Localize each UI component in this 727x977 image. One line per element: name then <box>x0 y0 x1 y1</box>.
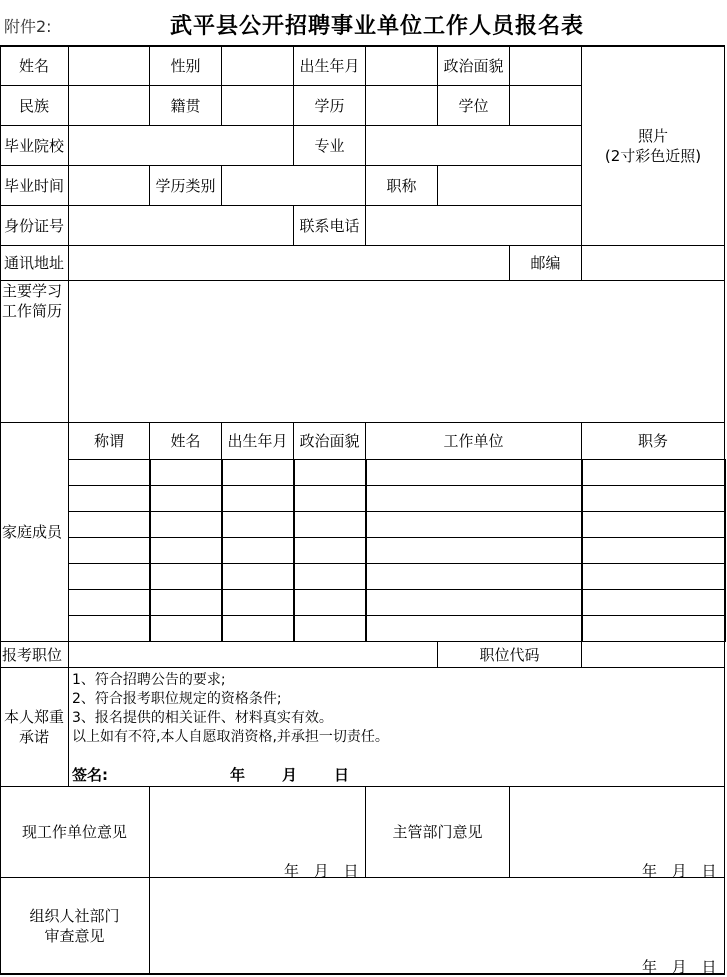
family-cell[interactable] <box>581 537 726 564</box>
name-label: 姓名 <box>0 45 69 86</box>
hr-label-line2: 审查意见 <box>44 926 105 945</box>
family-cell[interactable] <box>68 459 151 486</box>
hr-opinion[interactable] <box>149 877 725 974</box>
ethnicity-field[interactable] <box>68 85 150 126</box>
education-label: 学历 <box>293 85 366 126</box>
phone-field[interactable] <box>365 205 582 246</box>
sign-month: 月 <box>282 766 298 784</box>
family-cell[interactable] <box>581 511 726 538</box>
family-cell[interactable] <box>581 485 726 512</box>
native-place-label: 籍贯 <box>149 85 222 126</box>
family-cell[interactable] <box>293 563 367 590</box>
photo-label: 照片 <box>637 126 668 145</box>
address-field[interactable] <box>68 245 510 281</box>
family-label: 家庭成员 <box>0 422 69 642</box>
family-cell[interactable] <box>68 615 151 642</box>
family-cell[interactable] <box>293 589 367 616</box>
major-label: 专业 <box>293 125 366 166</box>
promise-line-2: 2、符合报考职位规定的资格条件; <box>72 691 282 707</box>
attachment-label: 附件2: <box>4 17 52 36</box>
promise-text <box>72 671 389 747</box>
family-cell[interactable] <box>221 459 295 486</box>
name-field[interactable] <box>68 45 150 86</box>
family-cell[interactable] <box>68 589 151 616</box>
family-cell[interactable] <box>365 537 583 564</box>
postcode-field[interactable] <box>581 245 725 281</box>
major-field[interactable] <box>365 125 582 166</box>
family-cell[interactable] <box>149 563 223 590</box>
title-rank-label: 职称 <box>365 165 438 206</box>
family-cell[interactable] <box>581 459 726 486</box>
resume-label <box>0 280 69 423</box>
family-cell[interactable] <box>365 511 583 538</box>
family-col-political: 政治面貌 <box>293 422 366 460</box>
family-cell[interactable] <box>365 485 583 512</box>
hr-label-line1: 组织人社部门 <box>29 906 120 925</box>
photo-box[interactable] <box>581 45 725 246</box>
phone-label: 联系电话 <box>293 205 366 246</box>
family-cell[interactable] <box>221 615 295 642</box>
hr-label <box>0 877 150 974</box>
family-cell[interactable] <box>149 589 223 616</box>
gender-label: 性别 <box>149 45 222 86</box>
family-cell[interactable] <box>581 615 726 642</box>
family-cell[interactable] <box>293 485 367 512</box>
family-cell[interactable] <box>581 563 726 590</box>
signature-line <box>72 764 349 785</box>
promise-label <box>0 667 69 787</box>
political-label: 政治面貌 <box>437 45 510 86</box>
current-unit-label: 现工作单位意见 <box>0 786 150 878</box>
family-col-name: 姓名 <box>149 422 222 460</box>
hr-date: 年 月 日 <box>642 958 717 976</box>
school-field[interactable] <box>68 125 294 166</box>
postcode-label: 邮编 <box>509 245 582 281</box>
resume-field[interactable] <box>68 280 725 423</box>
grad-time-label: 毕业时间 <box>0 165 69 206</box>
address-label: 通讯地址 <box>0 245 69 281</box>
edu-type-label: 学历类别 <box>149 165 222 206</box>
position-code-label: 职位代码 <box>437 641 582 668</box>
position-label: 报考职位 <box>0 641 69 668</box>
family-cell[interactable] <box>293 537 367 564</box>
family-cell[interactable] <box>68 563 151 590</box>
family-cell[interactable] <box>149 511 223 538</box>
family-cell[interactable] <box>149 537 223 564</box>
signature-label: 签名: <box>72 766 108 784</box>
family-cell[interactable] <box>221 537 295 564</box>
birth-field[interactable] <box>365 45 438 86</box>
family-cell[interactable] <box>221 589 295 616</box>
family-col-workplace: 工作单位 <box>365 422 582 460</box>
family-cell[interactable] <box>293 459 367 486</box>
family-cell[interactable] <box>365 615 583 642</box>
education-field[interactable] <box>365 85 438 126</box>
family-cell[interactable] <box>149 485 223 512</box>
form-title: 武平县公开招聘事业单位工作人员报名表 <box>170 13 585 39</box>
promise-line-1: 1、符合招聘公告的要求; <box>72 672 226 688</box>
family-cell[interactable] <box>365 459 583 486</box>
position-field[interactable] <box>68 641 438 668</box>
family-cell[interactable] <box>293 511 367 538</box>
political-field[interactable] <box>509 45 582 86</box>
family-cell[interactable] <box>68 485 151 512</box>
resume-label-line2: 工作简历 <box>2 302 63 320</box>
promise-line-4: 以上如有不符,本人自愿取消资格,并承担一切责任。 <box>72 729 389 745</box>
supervisor-label: 主管部门意见 <box>365 786 510 878</box>
family-col-relation: 称谓 <box>68 422 150 460</box>
ethnicity-label: 民族 <box>0 85 69 126</box>
grad-time-field[interactable] <box>68 165 150 206</box>
family-cell[interactable] <box>221 563 295 590</box>
family-cell[interactable] <box>68 511 151 538</box>
school-label: 毕业院校 <box>0 125 69 166</box>
birth-label: 出生年月 <box>293 45 366 86</box>
promise-label-line2: 承诺 <box>18 728 49 746</box>
id-number-label: 身份证号 <box>0 205 69 246</box>
family-cell[interactable] <box>149 459 223 486</box>
family-cell[interactable] <box>365 563 583 590</box>
position-code-field[interactable] <box>581 641 725 668</box>
title-rank-field[interactable] <box>437 165 582 206</box>
family-cell[interactable] <box>365 589 583 616</box>
family-cell[interactable] <box>581 589 726 616</box>
family-cell[interactable] <box>149 615 223 642</box>
sign-day: 日 <box>334 766 350 784</box>
photo-hint: (2寸彩色近照) <box>604 146 702 165</box>
form-header <box>0 0 727 46</box>
resume-label-line1: 主要学习 <box>2 282 63 300</box>
degree-label: 学位 <box>437 85 510 126</box>
current-unit-date: 年 月 日 <box>284 862 359 880</box>
family-cell[interactable] <box>221 511 295 538</box>
family-cell[interactable] <box>68 537 151 564</box>
family-col-birth: 出生年月 <box>221 422 294 460</box>
edu-type-field[interactable] <box>221 165 366 206</box>
degree-field[interactable] <box>509 85 582 126</box>
family-cell[interactable] <box>293 615 367 642</box>
family-cell[interactable] <box>221 485 295 512</box>
promise-label-line1: 本人郑重 <box>3 708 64 726</box>
supervisor-date: 年 月 日 <box>642 862 717 880</box>
gender-field[interactable] <box>221 45 294 86</box>
promise-line-3: 3、报名提供的相关证件、材料真实有效。 <box>72 710 333 726</box>
native-place-field[interactable] <box>221 85 294 126</box>
family-col-position: 职务 <box>581 422 725 460</box>
sign-year: 年 <box>230 766 246 784</box>
id-number-field[interactable] <box>68 205 294 246</box>
